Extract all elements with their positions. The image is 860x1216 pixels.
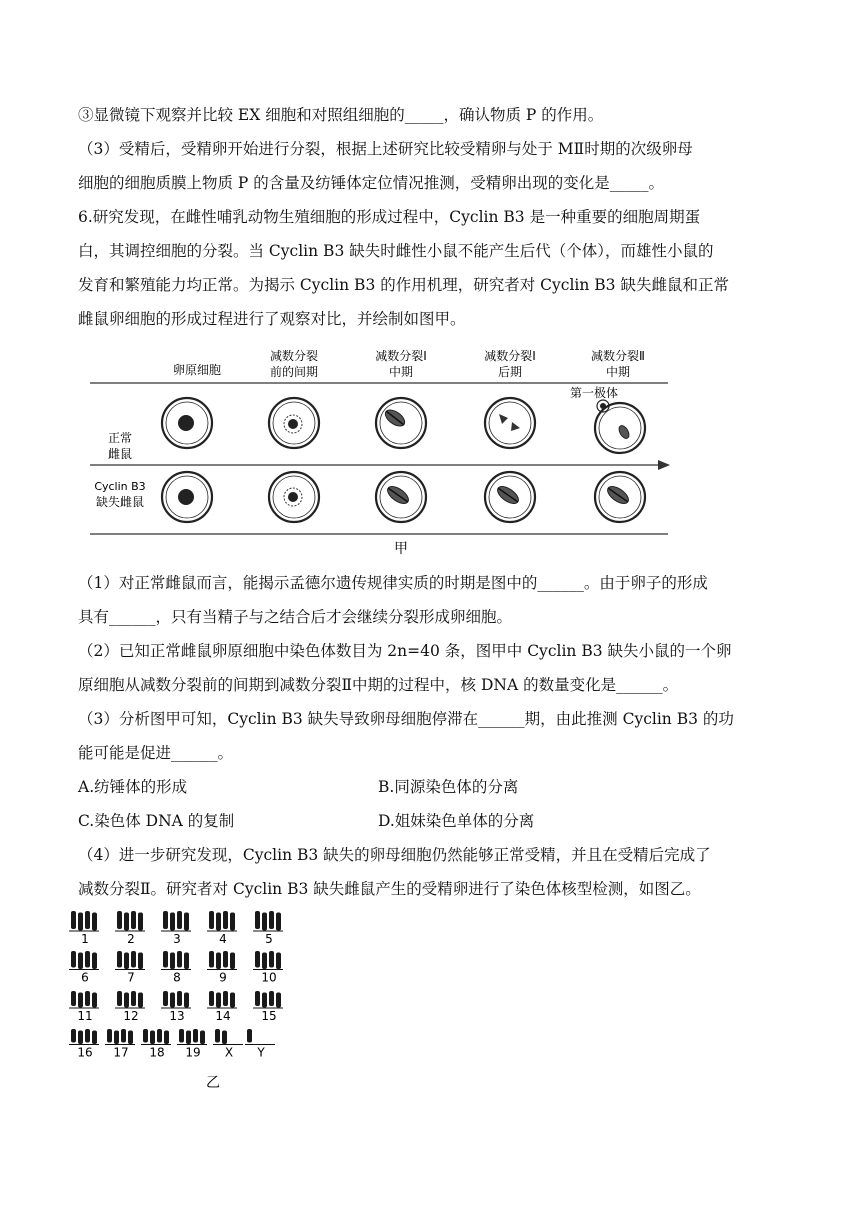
chromosome-label: 14 xyxy=(215,1009,231,1023)
text-line: 发育和繁殖能力均正常。为揭示 Cyclin B3 的作用机理，研究者对 Cyclin B3 缺失雌鼠和正常 xyxy=(78,276,729,294)
chromosome-label: 5 xyxy=(265,932,273,946)
cell-mi-metaphase-mutant xyxy=(376,472,426,522)
chromosome-pair xyxy=(253,991,283,1023)
cell-mi-anaphase-mutant xyxy=(485,472,535,522)
question-line: 减数分裂Ⅱ。研究者对 Cyclin B3 缺失雌鼠产生的受精卵进行了染色体核型检测，如图乙。 xyxy=(78,880,701,898)
text-line: 雌鼠卵细胞的形成过程进行了观察对比，并绘制如图甲。 xyxy=(78,310,466,328)
chromosome-label: 13 xyxy=(169,1009,185,1023)
cell-interphase-mutant xyxy=(269,472,319,522)
arrow-head xyxy=(658,460,670,470)
figure-jia xyxy=(0,340,860,570)
chromosome-pair xyxy=(115,911,145,946)
chromosome-pair xyxy=(69,911,99,946)
row-label-normal: 正常 xyxy=(107,431,133,445)
row-label-mutant: Cyclin B3 xyxy=(94,480,146,493)
row-label-normal: 雌鼠 xyxy=(107,447,133,461)
chromosome-label: 7 xyxy=(127,970,135,985)
question-line: 能可能是促进______。 xyxy=(78,744,234,762)
row-label-mutant: 缺失雌鼠 xyxy=(95,495,145,509)
stage-label: 减数分裂Ⅰ xyxy=(375,349,427,363)
chromosome-label: 10 xyxy=(261,970,277,985)
stage-label: 减数分裂Ⅱ xyxy=(591,349,645,363)
chromosome-label: 12 xyxy=(123,1009,139,1023)
option-c: C.染色体 DNA 的复制 xyxy=(78,812,235,830)
text-line: ③显微镜下观察并比较 EX 细胞和对照组细胞的_____，确认物质 P 的作用。 xyxy=(78,106,604,124)
question-line: （3）分析图甲可知，Cyclin B3 缺失导致卵母细胞停滞在______期，由此推测 Cyclin B3 的功 xyxy=(78,710,734,728)
stage-label: 减数分裂 xyxy=(269,349,319,363)
cell-mii-metaphase-normal xyxy=(570,385,645,453)
figure-yi xyxy=(60,905,360,1095)
stage-label: 减数分裂Ⅰ xyxy=(484,349,536,363)
chromosome-label: Y xyxy=(257,1045,265,1060)
chromosome-pair xyxy=(69,1029,99,1060)
question-line: （1）对正常雌鼠而言，能揭示孟德尔遗传规律实质的时期是图中的______。由于卵子的形成 xyxy=(78,574,708,592)
chromosome-label: 17 xyxy=(113,1045,129,1060)
figure-caption: 甲 xyxy=(394,541,408,557)
cell-oogonium-mutant xyxy=(162,472,212,522)
text-line: 白，其调控细胞的分裂。当 Cyclin B3 缺失时雌性小鼠不能产生后代（个体），而雄性小鼠的 xyxy=(78,242,714,260)
stage-label: 中期 xyxy=(388,365,414,379)
chromosome-pair xyxy=(105,1029,135,1060)
figure-caption: 乙 xyxy=(206,1075,220,1091)
chromosome-pair xyxy=(69,991,99,1023)
chromosome-pair xyxy=(245,1029,275,1060)
option-a: A.纺锤体的形成 xyxy=(78,778,188,796)
text-line: （3）受精后，受精卵开始进行分裂，根据上述研究比较受精卵与处于 MⅡ时期的次级卵母 xyxy=(78,140,693,158)
chromosome-label: 11 xyxy=(77,1009,93,1023)
stage-label: 前的间期 xyxy=(269,365,319,379)
chromosome-label: 19 xyxy=(185,1045,201,1060)
cell-mii-metaphase-mutant xyxy=(595,472,645,522)
question-line: 具有______，只有当精子与之结合后才会继续分裂形成卵细胞。 xyxy=(78,608,513,626)
chromosome-pair xyxy=(115,951,145,985)
chromosome-label: 8 xyxy=(173,970,181,985)
chromosome-label: 15 xyxy=(261,1009,277,1023)
chromosome-pair xyxy=(141,1029,171,1060)
text-line: 6.研究发现，在雌性哺乳动物生殖细胞的形成过程中，Cyclin B3 是一种重要的细胞周期蛋 xyxy=(78,208,701,226)
question-line: （2）已知正常雌鼠卵原细胞中染色体数目为 2n=40 条，图甲中 Cyclin B3 缺失小鼠的一个卵 xyxy=(78,642,732,660)
cell-mi-anaphase-normal xyxy=(485,398,535,448)
stage-label: 后期 xyxy=(497,365,523,379)
chromosome-pair xyxy=(213,1029,243,1060)
cell-interphase-normal xyxy=(269,398,319,448)
option-d: D.姐妹染色单体的分离 xyxy=(378,812,535,830)
chromosome-label: 9 xyxy=(219,970,227,985)
chromosome-pair xyxy=(207,951,237,985)
option-b: B.同源染色体的分离 xyxy=(378,778,519,796)
chromosome-label: 4 xyxy=(219,932,227,946)
chromosome-pair xyxy=(207,911,237,946)
text-line: 细胞的细胞质膜上物质 P 的含量及纺锤体定位情况推测，受精卵出现的变化是_____。 xyxy=(78,174,665,192)
chromosome-label: 2 xyxy=(127,932,135,946)
question-line: （4）进一步研究发现，Cyclin B3 缺失的卵母细胞仍然能够正常受精，并且在受精后完成了 xyxy=(78,846,711,864)
stage-label: 中期 xyxy=(605,365,631,379)
chromosome-pair xyxy=(69,951,99,985)
question-line: 原细胞从减数分裂前的间期到减数分裂Ⅱ中期的过程中，核 DNA 的数量变化是______。 xyxy=(78,676,679,694)
polar-body-label: 第一极体 xyxy=(569,386,619,400)
chromosome-pair xyxy=(161,951,191,985)
chromosome-label: 18 xyxy=(149,1045,165,1060)
chromosome-pair xyxy=(207,991,237,1023)
chromosome-label: X xyxy=(224,1045,234,1060)
cell-mi-metaphase-normal xyxy=(376,398,426,448)
chromosome-pair xyxy=(115,991,145,1023)
chromosome-pair xyxy=(253,911,283,946)
chromosome-label: 6 xyxy=(81,970,89,985)
chromosome-pair xyxy=(161,991,191,1023)
chromosome-pair xyxy=(253,951,283,985)
chromosome-label: 16 xyxy=(77,1045,93,1060)
chromosome-label: 1 xyxy=(81,932,89,946)
chromosome-label: 3 xyxy=(173,932,181,946)
stage-label: 卵原细胞 xyxy=(172,363,222,377)
chromosome-pair xyxy=(177,1029,207,1060)
chromosome-pair xyxy=(161,911,191,946)
cell-oogonium-normal xyxy=(162,398,212,448)
